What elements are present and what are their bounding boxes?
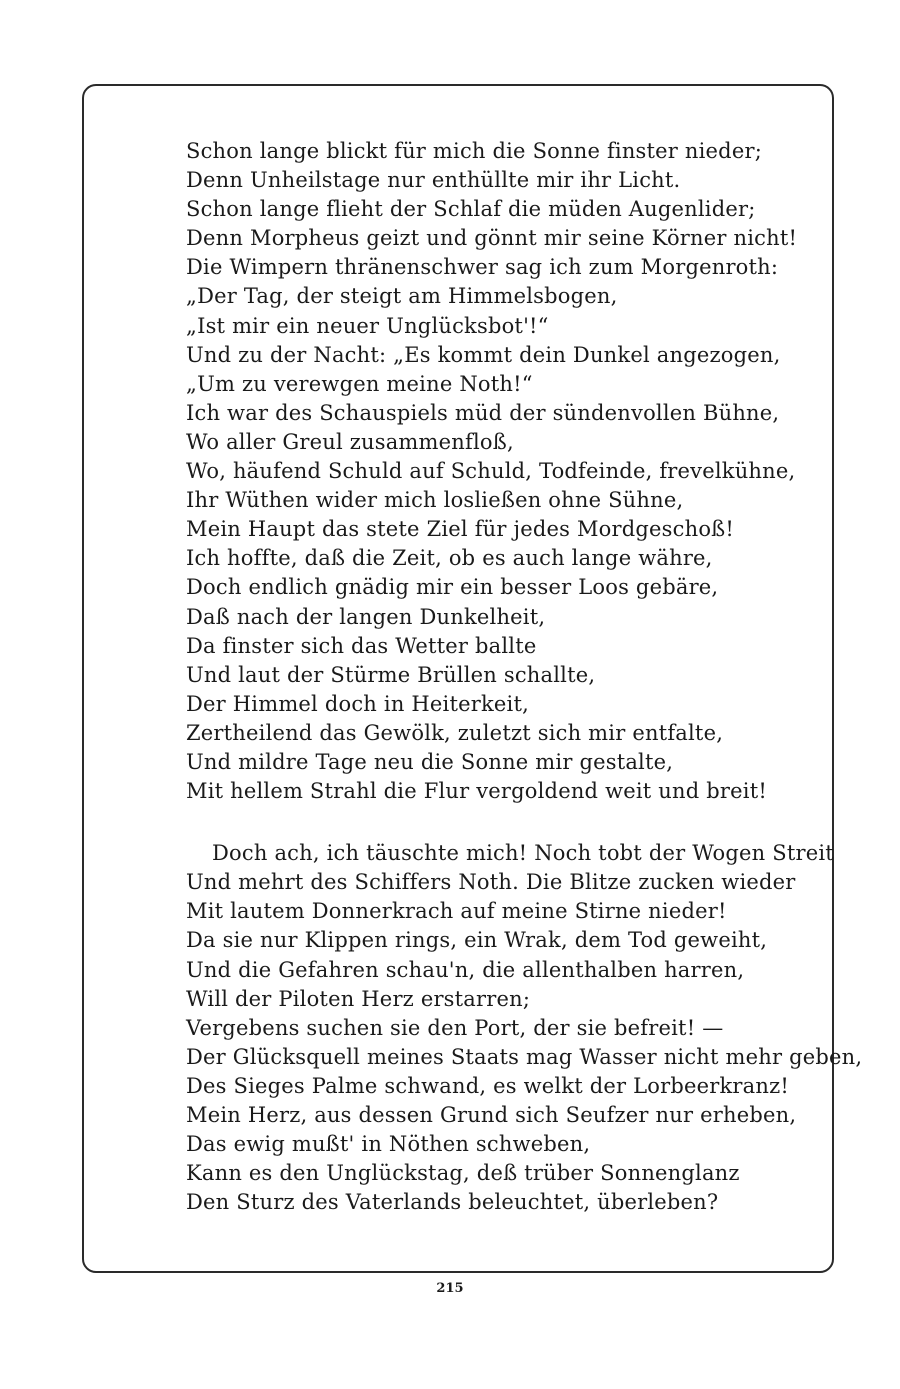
stanza-2	[186, 839, 863, 1217]
poem-line: Denn Morpheus geizt und gönnt mir seine Körner nicht!	[186, 226, 798, 251]
poem-line: Schon lange blickt für mich die Sonne finster nieder;	[186, 139, 762, 163]
poem-line: Da finster sich das Wetter ballte	[186, 633, 537, 658]
poem-line: Mit hellem Strahl die Flur vergoldend weit und breit!	[186, 779, 767, 804]
stanza-separator	[186, 806, 806, 839]
poem-line: Und laut der Stürme Brüllen schallte,	[186, 662, 596, 687]
poem-line: Der Himmel doch in Heiterkeit,	[186, 691, 529, 716]
poem-body	[186, 137, 863, 1217]
poem-line: Kann es den Unglückstag, deß trüber Sonnenglanz	[186, 1161, 740, 1186]
poem-line: Ich hoffte, daß die Zeit, ob es auch lange währe,	[186, 546, 713, 571]
poem-line: Ich war des Schauspiels müd der sündenvollen Bühne,	[186, 400, 780, 425]
poem-line: Denn Unheilstage nur enthüllte mir ihr Licht.	[186, 168, 681, 193]
poem-line: Doch endlich gnädig mir ein besser Loos gebäre,	[186, 575, 719, 600]
poem-line: „Der Tag, der steigt am Himmelsbogen,	[186, 284, 618, 309]
poem-line: Schon lange flieht der Schlaf die müden Augenlider;	[186, 197, 756, 222]
stanza-1	[186, 137, 806, 806]
poem-line: Zertheilend das Gewölk, zuletzt sich mir entfalte,	[186, 720, 724, 745]
poem-line: Den Sturz des Vaterlands beleuchtet, überleben?	[186, 1190, 719, 1215]
poem-line: Und zu der Nacht: „Es kommt dein Dunkel angezogen,	[186, 342, 781, 367]
poem-line: Und die Gefahren schau'n, die allenthalben harren,	[186, 957, 745, 982]
poem-line: „Ist mir ein neuer Unglücksbot'!“	[186, 313, 549, 338]
poem-line: Wo, häufend Schuld auf Schuld, Todfeinde, frevelkühne,	[186, 459, 796, 484]
poem-line: Und mildre Tage neu die Sonne mir gestalte,	[186, 749, 674, 774]
poem-line: Doch ach, ich täuschte mich! Noch tobt der Wogen Streit	[212, 841, 834, 866]
poem-line: „Um zu verewgen meine Noth!“	[186, 371, 533, 396]
poem-line: Des Sieges Palme schwand, es welkt der Lorbeerkranz!	[186, 1073, 789, 1098]
poem-line: Mein Haupt das stete Ziel für jedes Mordgeschoß!	[186, 517, 735, 542]
poem-line: Das ewig mußt' in Nöthen schweben,	[186, 1132, 591, 1157]
poem-line: Wo aller Greul zusammenfloß,	[186, 429, 514, 454]
poem-line: Da sie nur Klippen rings, ein Wrak, dem Tod geweiht,	[186, 928, 768, 953]
poem-line: Und mehrt des Schiffers Noth. Die Blitze zucken wieder	[186, 870, 796, 895]
poem-line: Ihr Wüthen wider mich losließen ohne Sühne,	[186, 488, 684, 513]
poem-line: Der Glücksquell meines Staats mag Wasser nicht mehr geben,	[186, 1044, 863, 1069]
page-number: 215	[436, 1281, 464, 1296]
poem-line: Die Wimpern thränenschwer sag ich zum Morgenroth:	[186, 255, 779, 280]
poem-line: Will der Piloten Herz erstarren;	[186, 986, 531, 1011]
poem-line: Mein Herz, aus dessen Grund sich Seufzer nur erheben,	[186, 1103, 797, 1127]
poem-line: Daß nach der langen Dunkelheit,	[186, 604, 546, 629]
poem-line: Mit lautem Donnerkrach auf meine Stirne nieder!	[186, 899, 727, 924]
poem-line: Vergebens suchen sie den Port, der sie befreit! —	[186, 1015, 724, 1040]
